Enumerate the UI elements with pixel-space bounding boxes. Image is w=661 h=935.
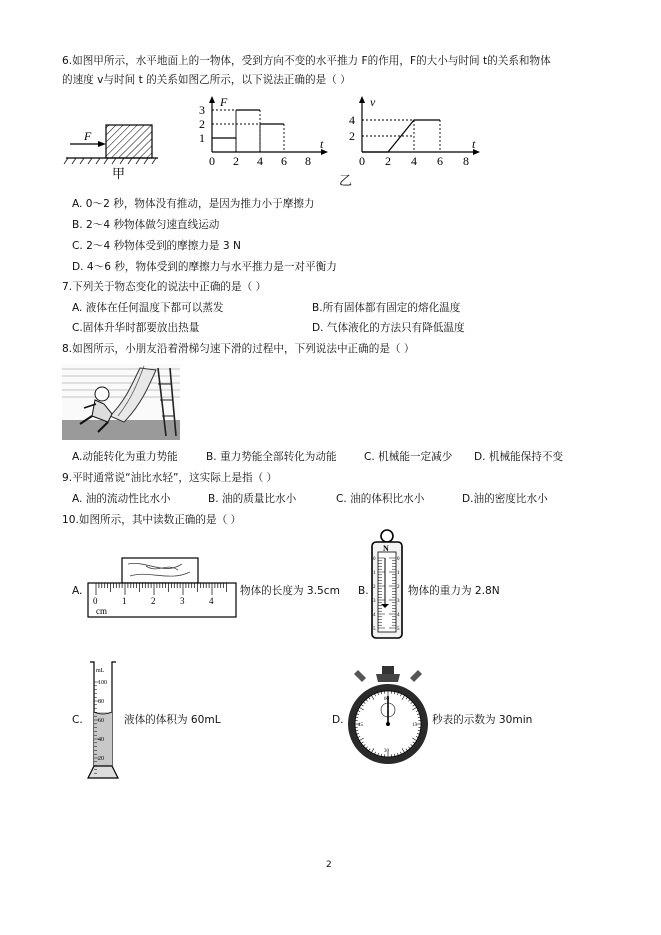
q10-c-letter: C.: [72, 714, 83, 726]
q9-option-b: B. 油的质量比水小: [208, 493, 297, 505]
dial-label-15: 15: [412, 723, 417, 728]
spring-right-label: 5: [397, 627, 400, 632]
v-line: [362, 120, 440, 152]
child-head: [95, 387, 109, 401]
q6-figure-jia: [62, 108, 182, 180]
f-xtick-label: 6: [281, 154, 287, 168]
cylinder-label: 20: [98, 756, 104, 762]
f-ytick-label: 1: [199, 131, 205, 145]
spring-left-label: 1: [373, 571, 376, 576]
q6-option-c: C. 2～4 秒物体受到的摩擦力是 3 N: [72, 240, 241, 252]
spring-right-label: 3: [397, 599, 400, 604]
spring-right-label: 0: [397, 557, 400, 562]
spring-left-label: 2: [373, 585, 376, 590]
q10-stem: 10.如图所示，其中读数正确的是（ ）: [62, 514, 242, 526]
v-axis-label: v: [370, 95, 376, 109]
f-xtick-label: 4: [257, 154, 263, 168]
q8-option-b: B. 重力势能全部转化为动能: [206, 451, 337, 463]
v-xtick-label: 2: [385, 154, 391, 168]
spring-scale-figure: [368, 528, 406, 642]
q9-stem: 9.平时通常说“油比水轻”，这实际上是指（ ）: [62, 472, 278, 484]
q10-b-text: 物体的重力为 2.8N: [408, 585, 500, 597]
q6-option-b: B. 2～4 秒物体做匀速直线运动: [72, 219, 220, 231]
scale-unit: N: [383, 544, 389, 553]
page-number: 2: [326, 860, 332, 870]
cylinder-figure: [86, 658, 120, 782]
ruler-label: 1: [122, 596, 127, 606]
spring-left-label: 4: [373, 613, 376, 618]
f-xtick-label: 2: [233, 154, 239, 168]
measured-object: [122, 558, 198, 583]
f-axis-label: F: [220, 95, 228, 109]
stopwatch-figure: [346, 664, 430, 776]
force-label: F: [84, 129, 92, 143]
v-xtick-label: 4: [411, 154, 417, 168]
ruler-label: 2: [151, 596, 156, 606]
v-xtick-label: 8: [463, 154, 469, 168]
ruler-figure: [86, 552, 238, 624]
spring-right-label: 1: [397, 571, 400, 576]
f-xtick-label: 8: [305, 154, 311, 168]
spring-left-label: 0: [373, 557, 376, 562]
v-ytick-label: 4: [349, 113, 355, 127]
caption-yi: 乙: [339, 173, 353, 188]
q7-stem: 7.下列关于物态变化的说法中正确的是（ ）: [62, 281, 267, 293]
cylinder-label: 80: [98, 699, 104, 705]
f-ytick-label: 3: [199, 103, 205, 117]
q6-graph-force: [194, 94, 334, 174]
spring-right-label: 2: [397, 585, 400, 590]
q7-option-d: D. 气体液化的方法只有降低温度: [312, 322, 465, 334]
spring-left-label: 3: [373, 599, 376, 604]
q8-stem: 8.如图所示，小朋友沿着滑梯匀速下滑的过程中，下列说法中正确的是（ ）: [62, 343, 415, 355]
f-xtick-label: 0: [209, 154, 215, 168]
q8-option-c: C. 机械能一定减少: [364, 451, 453, 463]
slide-picture: [62, 364, 180, 440]
q10-a-letter: A.: [72, 585, 83, 597]
dial-label-30: 30: [384, 749, 389, 754]
f-graph-ticks: [199, 103, 311, 168]
dial-label-60: 60: [384, 697, 389, 702]
ruler-label: 3: [180, 596, 185, 606]
dial-label-45: 45: [358, 723, 363, 728]
q7-option-a: A. 液体在任何温度下都可以蒸发: [72, 302, 224, 314]
cylinder-label: 40: [98, 737, 104, 743]
q9-option-a: A. 油的流动性比水小: [72, 493, 171, 505]
v-graph-ticks: [349, 113, 469, 168]
q7-option-c: C.固体升华时都要放出热量: [72, 322, 200, 334]
cylinder-label: 100: [98, 680, 107, 686]
t-axis-label: t: [320, 137, 324, 151]
v-xtick-label: 6: [437, 154, 443, 168]
q9-option-c: C. 油的体积比水小: [336, 493, 425, 505]
q8-option-d: D. 机械能保持不变: [474, 451, 564, 463]
q8-option-a: A.动能转化为重力势能: [72, 451, 178, 463]
ruler-label: 4: [209, 596, 214, 606]
q6-graph-velocity: [340, 94, 490, 176]
q6-stem-line1: 6.如图甲所示，水平地面上的一物体，受到方向不变的水平推力 F的作用，F的大小与时间 t的关系和物体: [62, 55, 551, 67]
v-xtick-label: 0: [359, 154, 365, 168]
f-graph-lines: [212, 110, 284, 152]
t-axis-label-v: t: [472, 137, 476, 151]
spring-right-label: 4: [397, 613, 400, 618]
q10-d-text: 秒表的示数为 30min: [432, 714, 533, 726]
q6-option-d: D. 4～6 秒，物体受到的摩擦力与水平推力是一对平衡力: [72, 261, 337, 273]
block: [106, 125, 152, 158]
q6-stem-line2: 的速度 v与时间 t 的关系如图乙所示，以下说法正确的是（ ）: [62, 74, 351, 86]
spring-left-label: 5: [373, 627, 376, 632]
q10-d-letter: D.: [332, 714, 344, 726]
q10-c-text: 液体的体积为 60mL: [124, 714, 221, 726]
cylinder-label: 60: [98, 718, 104, 724]
ruler-unit: cm: [96, 606, 107, 616]
q10-a-text: 物体的长度为 3.5cm: [240, 585, 340, 597]
v-graph-lines: [362, 120, 440, 152]
q9-option-d: D.油的密度比水小: [462, 493, 548, 505]
q6-option-a: A. 0～2 秒，物体没有推动，是因为推力小于摩擦力: [72, 198, 315, 210]
cylinder-unit: mL: [96, 668, 105, 674]
q10-b-letter: B.: [358, 585, 369, 597]
ruler-label: 0: [93, 596, 98, 606]
f-ytick-label: 2: [199, 117, 205, 131]
caption-jia: 甲: [112, 166, 126, 180]
q7-option-b: B.所有固体都有固定的熔化温度: [312, 302, 461, 314]
v-ytick-label: 2: [349, 129, 355, 143]
